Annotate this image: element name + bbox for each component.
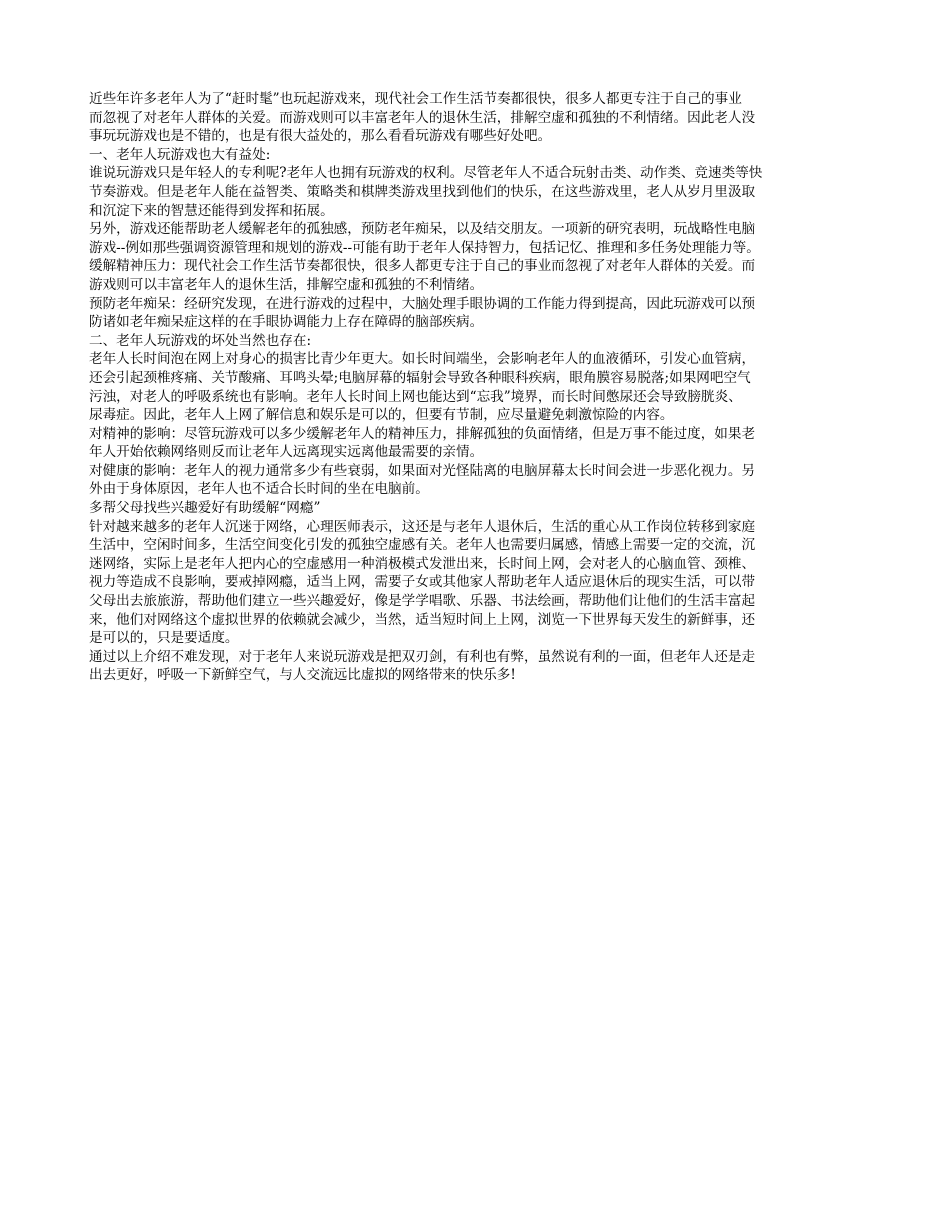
text-line: 一、老年人玩游戏也大有益处: xyxy=(89,146,271,163)
document-body xyxy=(89,90,867,685)
text-line: 父母出去旅旅游，帮助他们建立一些兴趣爱好，像是学学唱歌、乐器、书法绘画，帮助他们让他们的生活丰富起 xyxy=(89,593,756,610)
text-line: 而忽视了对老年人群体的关爱。而游戏则可以丰富老年人的退休生活，排解空虚和孤独的不利情绪。因此老人没 xyxy=(89,109,756,126)
text-line: 生活中，空闲时间多，生活空间变化引发的孤独空虚感有关。老年人也需要归属感，情感上需要一定的交流，沉 xyxy=(89,537,756,554)
text-line: 外由于身体原因，老年人也不适合长时间的坐在电脑前。 xyxy=(89,481,429,498)
text-line: 二、老年人玩游戏的坏处当然也存在: xyxy=(89,332,312,349)
text-line: 对健康的影响：老年人的视力通常多少有些衰弱，如果面对光怪陆离的电脑屏幕太长时间会进一步恶化视力。另 xyxy=(89,462,756,479)
text-line: 近些年许多老年人为了“赶时髦”也玩起游戏来，现代社会工作生活节奏都很快，很多人都更专注于自己的事业 xyxy=(89,91,742,107)
text-line: 来，他们对网络这个虚拟世界的依赖就会减少，当然，适当短时间上上网，浏览一下世界每天发生的新鲜事，还 xyxy=(89,611,756,628)
text-line: 出去更好，呼吸一下新鲜空气，与人交流远比虚拟的网络带来的快乐多! xyxy=(89,667,516,684)
text-line: 还会引起颈椎疼痛、关节酸痛、耳鸣头晕;电脑屏幕的辐射会导致各种眼科疾病，眼角膜容易脱落;如果网吧空气 xyxy=(89,369,751,386)
text-line: 污浊，对老人的呼吸系统也有影响。老年人长时间上网也能达到“忘我”境界，而长时间憋尿还会导致膀胱炎、 xyxy=(89,388,742,405)
text-line: 是可以的，只是要适度。 xyxy=(89,630,239,647)
text-line: 迷网络，实际上是老年人把内心的空虚感用一种消极模式发泄出来，长时间上网，会对老人的心脑血管、颈椎、 xyxy=(89,555,756,572)
text-line: 缓解精神压力：现代社会工作生活节奏都很快，很多人都更专注于自己的事业而忽视了对老年人群体的关爱。而 xyxy=(89,258,756,275)
text-line: 和沉淀下来的智慧还能得到发挥和拓展。 xyxy=(89,202,334,219)
text-line: 事玩玩游戏也是不错的，也是有很大益处的，那么看看玩游戏有哪些好处吧。 xyxy=(89,128,552,145)
text-line: 节奏游戏。但是老年人能在益智类、策略类和棋牌类游戏里找到他们的快乐，在这些游戏里，老人从岁月里汲取 xyxy=(89,183,756,200)
text-line: 另外，游戏还能帮助老人缓解老年的孤独感，预防老年痴呆，以及结交朋友。一项新的研究表明，玩战略性电脑 xyxy=(89,221,756,238)
text-line: 通过以上介绍不难发现，对于老年人来说玩游戏是把双刃剑，有利也有弊，虽然说有利的一面，但老年人还是走 xyxy=(89,648,756,665)
text-line: 谁说玩游戏只是年轻人的专利呢?老年人也拥有玩游戏的权利。尽管老年人不适合玩射击类、动作类、竞速类等快 xyxy=(89,165,763,182)
text-line: 视力等造成不良影响，要戒掉网瘾，适当上网，需要子女或其他家人帮助老年人适应退休后的现实生活，可以带 xyxy=(89,574,756,591)
text-line: 预防老年痴呆：经研究发现，在进行游戏的过程中，大脑处理手眼协调的工作能力得到提高，因此玩游戏可以预 xyxy=(89,295,756,312)
text-line: 游戏--例如那些强调资源管理和规划的游戏--可能有助于老年人保持智力，包括记忆、推理和多任务处理能力等。 xyxy=(89,239,760,256)
text-line: 防诸如老年痴呆症这样的在手眼协调能力上存在障碍的脑部疾病。 xyxy=(89,314,484,331)
text-line: 针对越来越多的老年人沉迷于网络，心理医师表示，这还是与老年人退休后，生活的重心从工作岗位转移到家庭 xyxy=(89,518,756,535)
text-line: 对精神的影响：尽管玩游戏可以多少缓解老年人的精神压力，排解孤独的负面情绪，但是万事不能过度，如果老 xyxy=(89,425,756,442)
text-line: 尿毒症。因此，老年人上网了解信息和娱乐是可以的，但要有节制，应尽量避免刺激惊险的内容。 xyxy=(89,407,674,424)
text-line: 年人开始依赖网络则反而让老年人远离现实远离他最需要的亲情。 xyxy=(89,444,484,461)
text-line: 老年人长时间泡在网上对身心的损害比青少年更大。如长时间端坐，会影响老年人的血液循环，引发心血管病， xyxy=(89,351,756,368)
text-line: 游戏则可以丰富老年人的退休生活，排解空虚和孤独的不利情绪。 xyxy=(89,276,484,293)
text-line: 多帮父母找些兴趣爱好有助缓解“网瘾” xyxy=(89,500,321,517)
